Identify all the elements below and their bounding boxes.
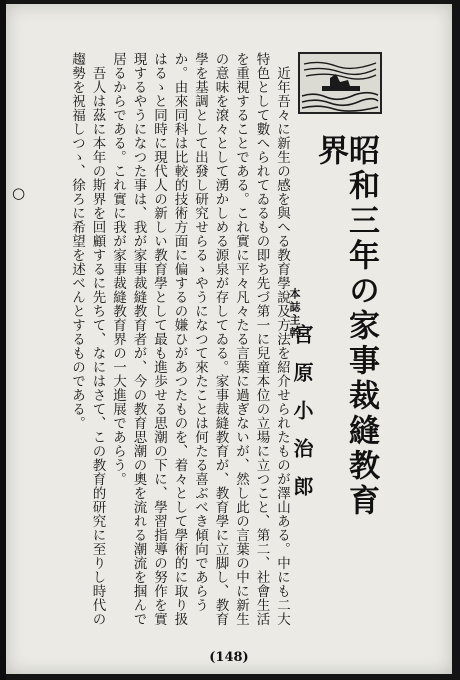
page-number: (148) [209, 650, 249, 665]
author-name: 宮原小治郎 [290, 324, 314, 514]
magazine-page [6, 4, 452, 674]
title-block [286, 52, 436, 522]
body-paragraph-1: 近年吾々に新生の感を與へる教育學說及方法を紹介せられたものが澤山ある。中にも二大特色として數へられてゐるもの即ち先づ第一に兒童本位の立場に立つこと、第二、社會生活を重視することである。これ實に平々凡々たる言葉に過ぎないが、然し此の言葉の中に新生の意味を滾々として湧かしめる源泉が存してゐる。家事裁縫教育が、教育學に立脚し、教育學を基調として出發し研究せらるゝやうになつて來たことは何たる喜ぶべき傾向であらうか。由來同科は比較的技術方面に偏するの嫌ひがあつたものを、着々として學術的に取り扱はるゝと同時に現代人の新しい教育學として最も進歩せる思潮の下に、學習指導の努作を實現するやうになつた事は、我が家事裁縫教育者が、今の教育思潮の奧を流れる潮流を掴んで居るからである。これ實に我が家事裁縫教育界の一大進展であらう。 [110, 52, 290, 626]
article-body [44, 52, 292, 632]
body-paragraph-2: 吾人は茲に本年の斯界を回顧するに先ちて、なにはさて、この教育的研究に至りし時代の趨勢を祝福しつゝ、徐ろに希望を述べんとするものである。 [69, 52, 106, 626]
article-title: 昭和三年の家事裁縫教育界 [312, 134, 379, 519]
landscape-ornament-image [298, 52, 382, 114]
section-circle-mark: ○ [12, 184, 26, 202]
landscape-illustration [300, 54, 380, 112]
author-role: 本誌主幹 [288, 288, 301, 340]
